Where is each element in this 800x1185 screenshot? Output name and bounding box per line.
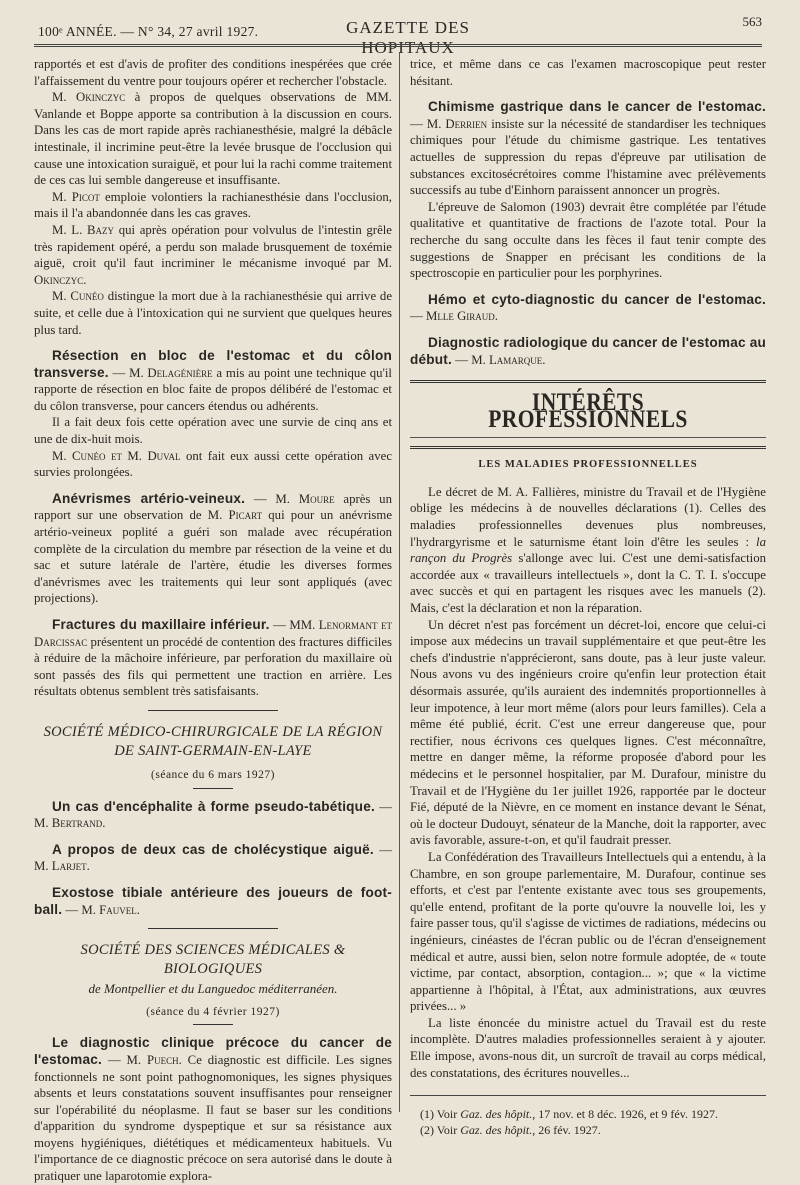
section-heading: Exostose tibiale antérieure des joueurs de foot-ball. <box>34 884 392 917</box>
author-name: M. Delagénière <box>129 365 213 380</box>
author-name: M. Moure <box>275 491 335 506</box>
paragraph <box>34 448 392 481</box>
author-name: M. Fauvel. <box>81 902 140 917</box>
footnote <box>410 1106 766 1122</box>
paragraph-text: présentent un procédé de contention des fractures difficiles à réduire de la mâchoire inférieure, par perforation du maxillaire où sont passés des fils qui permettent une traction en arrière. Les résultats obtenus semblent très satisfaisants. <box>34 634 392 699</box>
issue-info: 100ᵉ ANNÉE. — N° 34, 27 avril 1927. <box>38 24 259 39</box>
paragraph-text: a mis au point une technique qu'il rapporte de résection en bloc faite de propos délibéré de l'estomac et du côlon transverse, pour cancers étendus ou adhérents. <box>34 365 392 413</box>
author-name: M. Picot <box>52 189 100 204</box>
session-date: (séance du 6 mars 1927) <box>151 768 275 781</box>
section-paragraph <box>34 1035 392 1184</box>
section-paragraph <box>410 99 766 199</box>
paragraph: La Confédération des Travailleurs Intellectuels qui a entendu, à la Chambre, en son groupe parlementaire, M. Durafour, continue ses efforts, et c'est par l'entente existante avec tous ses groupements, qu'elle entend, profitant de la porte qu'ouvre la nouvelle loi, les y faire passer tous, qu'il s'agisse de victimes de radiations, médecins ou ingénieurs, cinéastes de l'écran public ou de l'écran d'enseignement médical et autre, aussi bien, selon notre formule adoptée, de « toute victime, par contact, absorption, contagion... »; que « la victime appartienne à l'hôpital, à l'État, aux administrations, aux œuvres privées... » <box>410 849 766 1014</box>
paragraph <box>34 89 392 189</box>
paragraph <box>34 288 392 338</box>
paragraph-text: emploie volontiers la rachianesthésie dans l'occlusion, mais il l'a abandonnée dans les cas graves. <box>34 189 392 221</box>
title-underline <box>410 437 766 438</box>
author-name: M. Bertrand. <box>34 816 106 831</box>
author-name: M. Cunéo <box>52 289 104 304</box>
paragraph: rapportés et est d'avis de profiter des conditions inespérées que crée l'affaissement du ventre pour toujours opérer et rechercher l'obstacle. <box>34 57 392 88</box>
society-title: SOCIÉTÉ DES SCIENCES MÉDICALES & BIOLOGIQUES <box>80 942 346 978</box>
section-heading: Fractures du maxillaire inférieur. <box>52 617 270 632</box>
section-paragraph <box>34 348 392 414</box>
paragraph-text: Le décret de M. A. Fallières, ministre du Travail et de l'Hygiène oblige les médecins à de nouvelles déclarations (1). Celles des maladies professionnelles devenues plus nombreuses, l'hydrargyrisme et le saturnisme étant loin d'être les seules : <box>410 484 766 549</box>
footnote-text: (2) Voir <box>420 1123 461 1138</box>
dash: — <box>374 799 392 814</box>
right-column <box>410 56 766 1138</box>
author-name: M. Lamarque. <box>471 352 546 367</box>
section-rule <box>148 710 278 711</box>
section-heading: Résection en bloc de l'estomac et du côlon transverse. <box>34 348 392 380</box>
author-name: MM. Lenormant et Darcissac <box>34 618 393 649</box>
author-name: M. Puech. <box>126 1052 182 1067</box>
section-paragraph <box>34 617 392 700</box>
dash: — <box>373 842 393 857</box>
paragraph-text: insiste sur la nécessité de standardiser les techniques chimiques pour l'étude du chimisme gastrique. Les tentatives actuelles de suppression du repas d'épreuve par utilisation de substances excitosécrétoires comme l'histamine avec prélèvements successifs au tube d'Einhorn paraissent annoncer un progrès. <box>410 116 766 198</box>
paragraph: trice, et même dans ce cas l'examen macroscopique peut rester hésitant. <box>410 57 766 88</box>
dash: — <box>62 902 82 917</box>
section-heading: Chimisme gastrique dans le cancer de l'estomac. <box>428 99 766 115</box>
dash: — <box>245 491 276 506</box>
footnote-ref: Gaz. des hôpit. <box>460 1123 533 1138</box>
paragraph: La liste énoncée du ministre actuel du Travail est du reste incomplète. D'autres maladies professionnelles seraient à y ajouter. Elle impose, avons-nous dit, un surcroît de travail au corps médical, des constatations, des écritures nouvelles... <box>410 1015 766 1080</box>
section-heading: Un cas d'encéphalite à forme pseudo-tabétique. <box>52 798 375 814</box>
author-name: M. Okinczyc <box>52 90 126 105</box>
author-name: M. Picart <box>207 508 263 523</box>
journal-title: GAZETTE DES HOPITAUX <box>346 18 470 57</box>
section-heading: Diagnostic radiologique du cancer de l'estomac au début. <box>410 334 766 367</box>
society-subtitle: de Montpellier et du Languedoc méditerranéen. <box>88 981 338 997</box>
author-name: M. Cunéo et M. Duval <box>52 448 181 463</box>
footnote <box>410 1122 766 1138</box>
paragraph: Un décret n'est pas forcément un décret-loi, encore que celui-ci impose aux médecins un travail supplémentaire et que peut-être les chefs d'industrie n'apprécieront, sans doute, pas à leur juste valeur. Nous avons vu des ingénieurs croire qu'enfin leur protection était désormais assurée, qu'ils auraient des indemnités proportionnelles à leur impotence, à leur mort même (alors pour leurs familles). Cela a même été publié, écrit. C'est une erreur dangereuse que, pour rectifier, nous écrivons ces quelques lignes. C'est méconnaître, mettre en danger même, la réforme proposée d'abord pour les médecins et le personnel hospitalier, par M. Durafour, ministre du Travail et de l'Hygiène du 1er juillet 1926, rapportée par le docteur Fié, député de la Nièvre, en ce moment en instance devant le Sénat, où le docteur Dudouyt, sénateur de la Manche, doit la rapporter, avec avis favorable, assure-t-on, et qu'il faudrait presser. <box>410 617 766 848</box>
header-rule <box>34 44 762 47</box>
small-rule <box>193 788 233 789</box>
paragraph-text: s'allonge avec lui. C'est une demi-satisfaction accordée aux « travailleurs intellectuels », dont la C. T. I. s'occupe avec succès et qui en partagent les risques avec les manuels (2). Mais, c'est la déclaration et non la réparation. <box>410 551 766 616</box>
society-title-line: SOCIÉTÉ MÉDICO-CHIRURGICALE DE LA RÉGION <box>43 723 383 740</box>
section-paragraph <box>410 292 766 325</box>
section-title: INTÉRÊTS PROFESSIONNELS <box>488 389 688 433</box>
left-column <box>34 56 392 1185</box>
section-heading: Anévrismes artério-veineux. <box>52 490 246 506</box>
author-name: M. Okinczyc. <box>34 256 392 287</box>
author-name: Mlle Giraud. <box>426 309 499 324</box>
dash: — <box>410 116 427 131</box>
page-number: 563 <box>742 14 762 29</box>
author-name: M. Derrien <box>426 116 488 131</box>
section-paragraph <box>34 799 392 832</box>
section-paragraph <box>34 491 392 607</box>
footnote-text: (1) Voir <box>420 1107 461 1122</box>
footnote-text: , 17 nov. et 8 déc. 1926, et 9 fév. 1927. <box>532 1107 718 1122</box>
session-date: (séance du 4 février 1927) <box>146 1005 280 1018</box>
paragraph <box>34 189 392 222</box>
author-name: M. L. Bazy <box>52 222 115 237</box>
society-title <box>34 723 392 761</box>
footnotes <box>410 1095 766 1138</box>
section-title-box <box>410 380 766 449</box>
dash: — <box>410 309 426 324</box>
paragraph-text: ont fait eux aussi cette opération avec survies prolongées. <box>34 448 392 480</box>
paragraph: L'épreuve de Salomon (1903) devrait être complétée par l'étude qualitative et quantitative de fractions de l'azote total. Pour la recherche du sang occulte dans les fèces il faut tenir compte des suggestions de Snapper en précisant les conditions de la spectroscopie en particulier pour les porphyrines. <box>410 199 766 281</box>
paragraph-text: qui après opération pour volvulus de l'intestin grêle très rapidement opéré, a perdu son malade brusquement de toxémie aiguë, croit qu'il faut incriminer le mécanisme invoqué par <box>34 222 392 271</box>
paragraph: Il a fait deux fois cette opération avec une survie de cinq ans et une de dix-huit mois. <box>34 415 392 447</box>
column-divider <box>399 52 400 1112</box>
section-heading: Le diagnostic clinique précoce du cancer de l'estomac. <box>34 1035 392 1067</box>
section-paragraph <box>34 842 392 875</box>
small-rule <box>193 1024 233 1025</box>
section-paragraph <box>410 335 766 368</box>
author-name: M. Larjet. <box>34 859 90 874</box>
paragraph-text: distingue la mort due à la rachianesthésie qui arrive de suite, et celle due à l'intoxication qui ne survient que quelques heures plus tard. <box>34 289 392 337</box>
page-header <box>38 12 762 57</box>
society-title-line: DE SAINT-GERMAIN-EN-LAYE <box>114 742 312 759</box>
paragraph-text: qui pour un anévrisme artério-veineux poplité a guéri son malade avec récupération complète de la circulation du membre par résection de la veine et du sac et suture latérale de l'artère, étudie les diverses formes d'anévrismes avec les traitements qui leur sont appliqués (avec projections). <box>34 508 392 606</box>
paragraph <box>34 222 392 288</box>
dash: — <box>108 365 130 380</box>
paragraph-text: à propos de quelques observations de MM. Vanlande et Boppe apporte sa contribution à la discussion en cours. Dans les cas de mort rapide après rachianesthésie, malgré la débâcle intestinale, il incrimine peut-être la levée brusque de l'occlusion qui cause une intoxication suraiguë, et pour lui la rachi comme traitement de ces cas lui semble dangereuse et insuffisante. <box>34 90 392 188</box>
section-rule <box>148 928 278 929</box>
footnote-text: , 26 fév. 1927. <box>532 1123 601 1138</box>
article-subhead: LES MALADIES PROFESSIONNELLES <box>478 459 698 471</box>
section-heading: Hémo et cyto-diagnostic du cancer de l'estomac. <box>428 291 766 307</box>
section-heading: A propos de deux cas de cholécystique aiguë. <box>52 841 374 857</box>
dash: — <box>101 1052 127 1067</box>
italic-phrase: la rançon du Progrès <box>410 534 766 566</box>
dash: — <box>269 618 290 632</box>
dash: — <box>451 352 472 367</box>
section-paragraph <box>34 885 392 918</box>
paragraph <box>410 484 766 617</box>
paragraph-text: après un rapport sur une observation de <box>34 491 392 523</box>
paragraph-text: Ce diagnostic est difficile. Les signes fonctionnels ne sont point pathognomoniques, les signes physiques absents et leurs constatations souvent insuffisantes pour renseigner sur l'opérabilité du néoplasme. Il faut se baser sur les conditions d'apparition du syndrome dyspeptique et sur sa résistance aux moyens hygiéniques, diététiques et médicamenteux habituels. Vu l'importance de ce diagnostic précoce on sera autorisé dans le doute à pratiquer une laparotomie explora- <box>34 1052 392 1184</box>
footnote-ref: Gaz. des hôpit. <box>460 1107 533 1122</box>
